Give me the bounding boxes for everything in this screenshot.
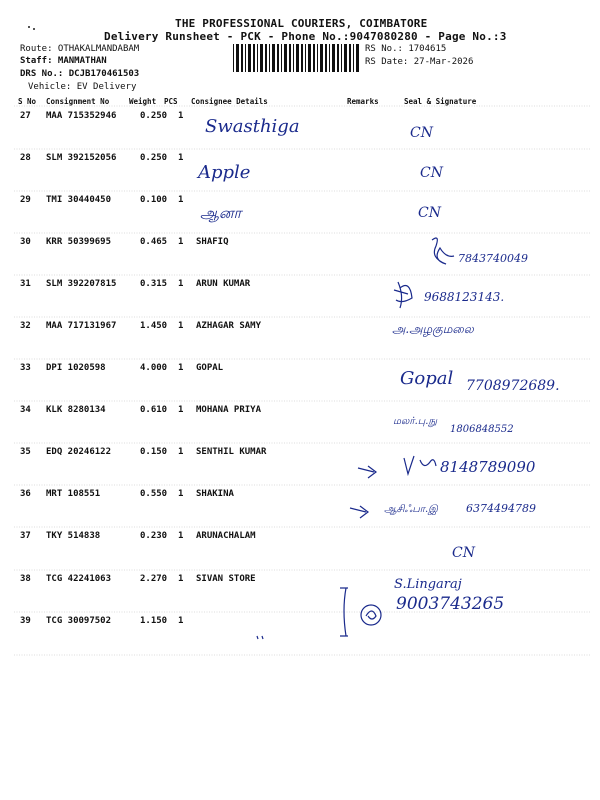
handwritten-sig-32: அ.அழகுமலை [392, 322, 474, 336]
route-label: Route: OTHAKALMANDABAM [20, 44, 140, 54]
row-sno: 38 [20, 574, 31, 584]
row-consignment: MAA 717131967 [46, 321, 117, 331]
rs-number: RS No.: 1704615 [365, 44, 447, 54]
handwritten-sig-29: CN [418, 205, 441, 221]
row-sno: 27 [20, 111, 31, 121]
staff-label: Staff: MANMATHAN [20, 56, 107, 66]
handwritten-phone-30: 7843740049 [458, 252, 528, 265]
row-consignee: SHAKINA [196, 489, 234, 499]
row-pcs: 1 [178, 405, 184, 415]
row-sno: 39 [20, 616, 31, 626]
handwritten-phone-38: 9003743265 [396, 594, 505, 614]
row-consignee: GOPAL [196, 363, 224, 373]
row-weight: 1.450 [140, 321, 168, 331]
handwritten-phone-31: 9688123143. [424, 290, 505, 304]
handwritten-sig-34: மலர்.பு.நு [393, 416, 438, 427]
row-weight: 0.610 [140, 405, 168, 415]
row-pcs: 1 [178, 321, 184, 331]
row-pcs: 1 [178, 153, 184, 163]
scribble-39 [257, 636, 263, 639]
row-consignee: AZHAGAR SAMY [196, 321, 262, 331]
row-pcs: 1 [178, 489, 184, 499]
col-seal: Seal & Signature [404, 97, 477, 106]
handwritten-sig-37: CN [452, 545, 475, 561]
row-weight: 0.100 [140, 195, 168, 205]
row-pcs: 1 [178, 616, 184, 626]
row-consignment: DPI 1020598 [46, 363, 106, 373]
scan-dot [28, 26, 30, 28]
row-weight: 2.270 [140, 574, 168, 584]
handwritten-phone-34: 1806848552 [450, 424, 514, 435]
handwritten-sig-36: ஆசிஃபா.இ [384, 504, 438, 515]
signature-scribble-35 [404, 456, 436, 474]
handwritten-sig-38: S.Lingaraj [394, 577, 462, 592]
row-weight: 0.315 [140, 279, 168, 289]
row-pcs: 1 [178, 574, 184, 584]
row-weight: 1.150 [140, 616, 168, 626]
row-consignment: KRR 50399695 [46, 237, 112, 247]
row-sno: 36 [20, 489, 31, 499]
row-consignment: TCG 42241063 [46, 574, 112, 584]
row-consignment: MRT 108551 [46, 489, 101, 499]
row-pcs: 1 [178, 531, 184, 541]
row-consignment: SLM 392207815 [46, 279, 117, 289]
row-sno: 31 [20, 279, 31, 289]
handwritten-sig-28: CN [420, 165, 443, 181]
row-weight: 0.465 [140, 237, 168, 247]
row-weight: 0.250 [140, 153, 168, 163]
arrow-36 [350, 506, 368, 518]
row-sno: 37 [20, 531, 31, 541]
row-weight: 0.550 [140, 489, 168, 499]
row-consignment: EDQ 20246122 [46, 447, 112, 457]
row-pcs: 1 [178, 237, 184, 247]
row-weight: 0.150 [140, 447, 168, 457]
col-remarks: Remarks [347, 97, 379, 106]
handwritten-consignee-29: ஆனா [200, 204, 242, 222]
row-sno: 34 [20, 405, 31, 415]
row-pcs: 1 [178, 447, 184, 457]
col-consignment: Consignment No [46, 97, 110, 106]
handwritten-phone-36: 6374494789 [466, 502, 536, 515]
signature-scribble-30 [432, 238, 454, 264]
handwritten-consignee-27: Swasthiga [205, 116, 300, 137]
row-consignee: SHAFIQ [196, 237, 229, 247]
col-sno: S No [18, 97, 37, 106]
signature-scribble-31 [394, 282, 412, 308]
row-pcs: 1 [178, 363, 184, 373]
col-pcs: PCS [164, 97, 178, 106]
row-consignment: TCG 30097502 [46, 616, 112, 626]
row-consignee: ARUN KUMAR [196, 279, 251, 289]
runsheet-title: Delivery Runsheet - PCK - Phone No.:9047080280 - Page No.:3 [104, 30, 507, 43]
handwritten-sig-33: Gopal [400, 368, 454, 389]
row-pcs: 1 [178, 195, 184, 205]
row-consignee: ARUNACHALAM [196, 531, 256, 541]
arrow-35 [358, 466, 376, 478]
col-consignee: Consignee Details [191, 97, 268, 106]
row-consignment: TKY 514838 [46, 531, 101, 541]
row-weight: 0.230 [140, 531, 168, 541]
seal-circle-38 [361, 605, 381, 625]
row-sno: 35 [20, 447, 31, 457]
row-consignee: SENTHIL KUMAR [196, 447, 267, 457]
drs-label: DRS No.: DCJB170461503 [20, 69, 140, 79]
scan-dot [33, 28, 35, 30]
row-weight: 0.250 [140, 111, 168, 121]
row-sno: 29 [20, 195, 31, 205]
row-weight: 4.000 [140, 363, 168, 373]
row-consignment: TMI 30440450 [46, 195, 112, 205]
row-sno: 30 [20, 237, 31, 247]
row-sno: 33 [20, 363, 31, 373]
rs-date: RS Date: 27-Mar-2026 [365, 57, 474, 67]
handwritten-phone-33: 7708972689. [466, 378, 560, 394]
row-consignment: MAA 715352946 [46, 111, 117, 121]
company-title: THE PROFESSIONAL COURIERS, COIMBATORE [175, 17, 428, 30]
row-pcs: 1 [178, 111, 184, 121]
col-weight: Weight [129, 97, 157, 106]
row-sno: 32 [20, 321, 31, 331]
row-consignee: SIVAN STORE [196, 574, 256, 584]
handwritten-sig-27: CN [410, 125, 433, 141]
handwritten-phone-35: 8148789090 [440, 458, 536, 476]
handwritten-consignee-28: Apple [198, 162, 251, 183]
row-consignment: SLM 392152056 [46, 153, 117, 163]
row-consignee: MOHANA PRIYA [196, 405, 262, 415]
row-consignment: KLK 8280134 [46, 405, 106, 415]
vehicle-label: Vehicle: EV Delivery [28, 82, 137, 92]
row-pcs: 1 [178, 279, 184, 289]
row-sno: 28 [20, 153, 31, 163]
